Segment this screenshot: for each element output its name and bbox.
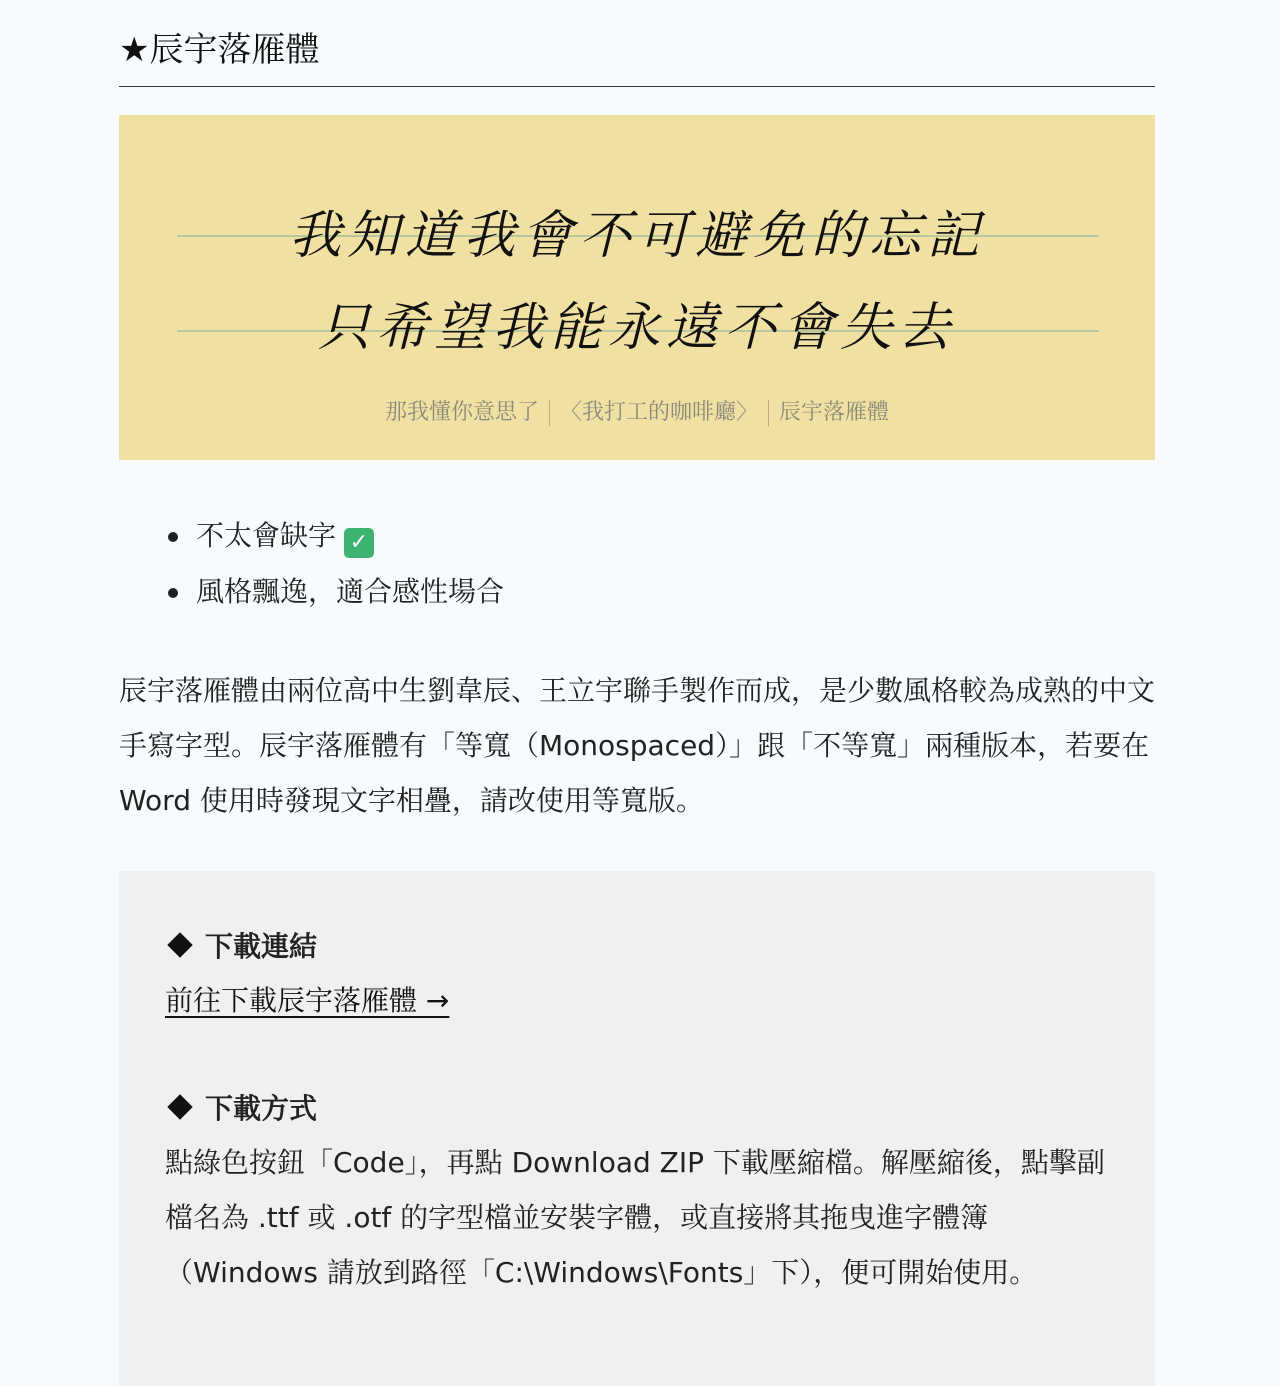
check-mark-icon: ✓ <box>344 528 374 558</box>
feature-text: 不太會缺字 <box>196 519 337 552</box>
download-link-heading <box>165 921 1109 973</box>
sample-line-1: 我知道我會不可避免的忘記 <box>288 206 985 266</box>
download-info-box <box>119 871 1155 1386</box>
section-title: ★辰宇落雁體 <box>119 30 320 70</box>
title-divider <box>119 86 1155 87</box>
caption-separator <box>549 400 550 426</box>
font-description: 辰宇落雁體由兩位高中生劉韋辰、王立宇聯手製作而成，是少數風格較為成熟的中文手寫字型。辰宇落雁體有「等寬（Monospaced）」跟「不等寬」兩種版本，若要在 Word 使用時發現文字相疊，請改使用等寬版。 <box>119 674 1156 817</box>
sample-line-2: 只希望我能永遠不會失去 <box>317 298 956 358</box>
list-item <box>119 564 1155 620</box>
caption-separator <box>768 400 769 426</box>
feature-list <box>119 508 1155 620</box>
list-item <box>119 508 1155 564</box>
sample-caption <box>119 395 1155 426</box>
caption-part-1: 那我懂你意思了 <box>384 400 539 425</box>
caption-part-2: 〈我打工的咖啡廳〉 <box>559 400 758 425</box>
diamond-icon <box>167 932 192 957</box>
diamond-icon <box>167 1094 192 1119</box>
caption-part-3: 辰宇落雁體 <box>779 400 890 425</box>
download-link-heading-text: 下載連結 <box>205 930 318 963</box>
download-link[interactable]: 前往下載辰宇落雁體 → <box>165 984 450 1017</box>
download-method-heading-text: 下載方式 <box>205 1092 318 1125</box>
download-method-heading <box>165 1083 1109 1135</box>
feature-text: 風格飄逸，適合感性場合 <box>196 575 505 608</box>
download-method-text: 點綠色按鈕「Code」，再點 Download ZIP 下載壓縮檔。解壓縮後，點擊副檔名為 .ttf 或 .otf 的字型檔並安裝字體，或直接將其拖曳進字體簿（Windows 請放到路徑「C:\Windows\Fonts」下），便可開始使用。 <box>165 1146 1105 1289</box>
font-sample-image <box>119 115 1155 460</box>
